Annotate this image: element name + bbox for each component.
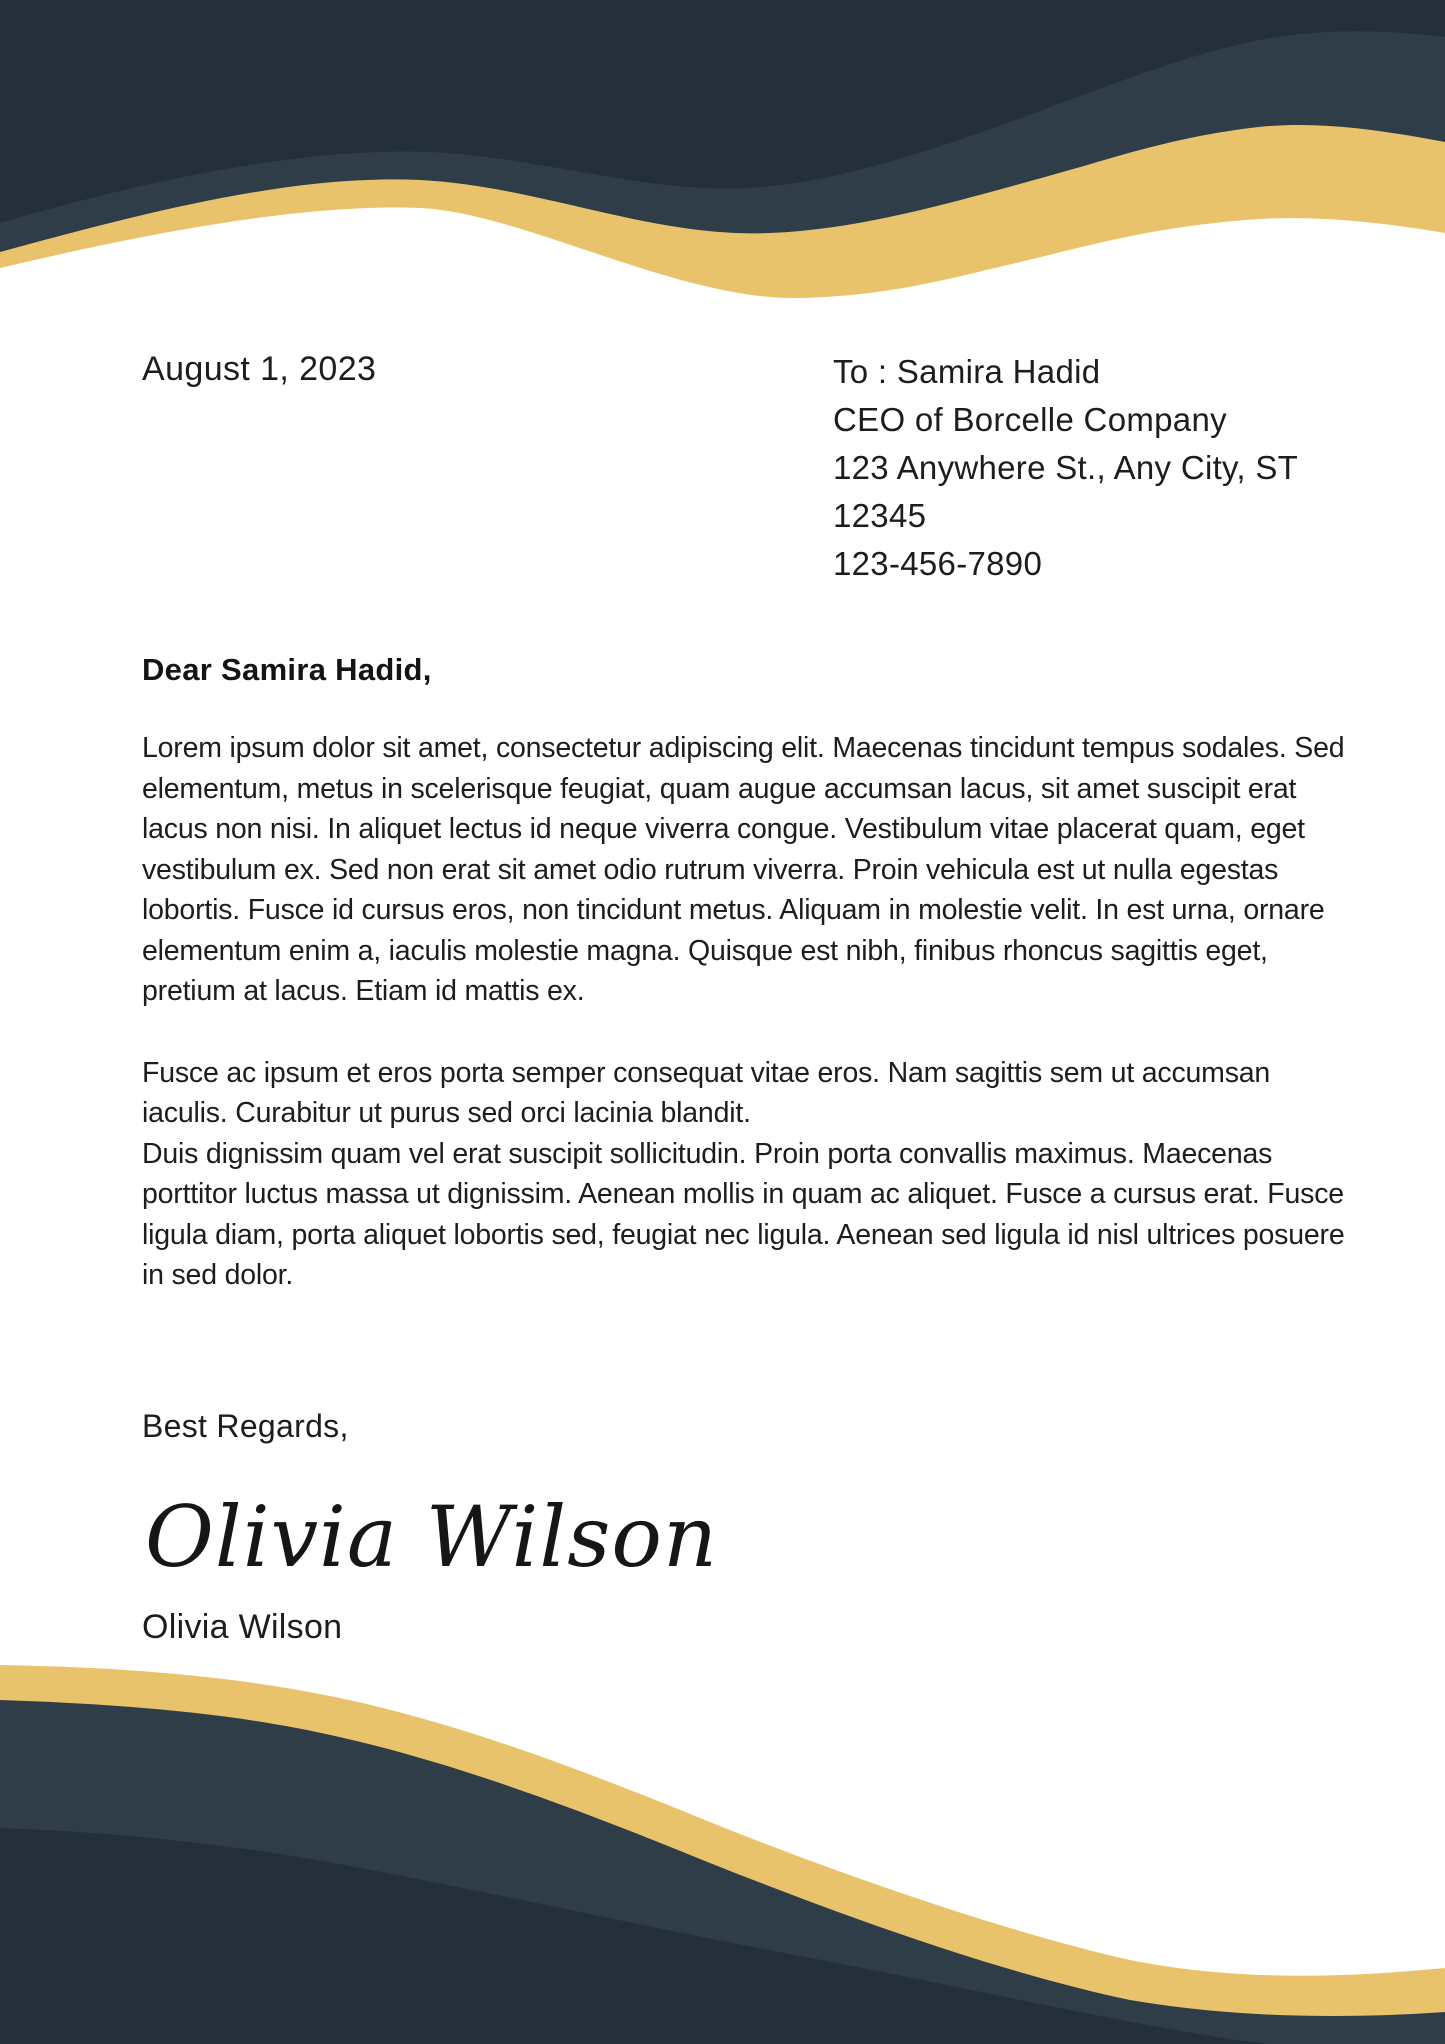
letter-body bbox=[142, 728, 1352, 1296]
recipient-line: 12345 bbox=[833, 497, 927, 534]
recipient-line: CEO of Borcelle Company bbox=[833, 401, 1227, 438]
body-paragraph: Fusce ac ipsum et eros porta semper consequat vitae eros. Nam sagittis sem ut accumsan iaculis. Curabitur ut purus sed orci lacinia blandit. bbox=[142, 1056, 1271, 1129]
recipient-block bbox=[833, 348, 1298, 588]
recipient-line: 123 Anywhere St., Any City, ST bbox=[833, 449, 1299, 486]
bottom-wave-decoration bbox=[0, 1650, 1445, 2044]
recipient-line: 123-456-7890 bbox=[833, 545, 1043, 582]
salutation: Dear Samira Hadid, bbox=[142, 652, 432, 687]
signature-script: Olivia Wilson bbox=[145, 1488, 719, 1586]
recipient-line: To : Samira Hadid bbox=[833, 353, 1101, 390]
body-paragraph: Duis dignissim quam vel erat suscipit sollicitudin. Proin porta convallis maximus. Maecenas porttitor luctus massa ut dignissim. Aenean mollis in quam ac aliquet. Fusce a cursus erat. Fusce ligula diam, porta aliquet lobortis sed, feugiat nec ligula. Aenean sed ligula id nisl ultrices posuere in sed dolor. bbox=[142, 1137, 1345, 1291]
closing: Best Regards, bbox=[142, 1408, 349, 1444]
body-paragraph: Lorem ipsum dolor sit amet, consectetur adipiscing elit. Maecenas tincidunt tempus sodales. Sed elementum, metus in scelerisque feugiat, quam augue accumsan lacus, sit amet suscipit erat lacus non nisi. In aliquet lectus id neque viverra congue. Vestibulum vitae placerat quam, eget vestibulum ex. Sed non erat sit amet odio rutrum viverra. Proin vehicula est ut nulla egestas lobortis. Fusce id cursus eros, non tincidunt metus. Aliquam in molestie velit. In est urna, ornare elementum enim a, iaculis molestie magna. Quisque est nibh, finibus rhoncus sagittis eget, pretium at lacus. Etiam id mattis ex. bbox=[142, 732, 1345, 1007]
signature-name: Olivia Wilson bbox=[142, 1608, 343, 1646]
letter-date: August 1, 2023 bbox=[142, 350, 377, 388]
